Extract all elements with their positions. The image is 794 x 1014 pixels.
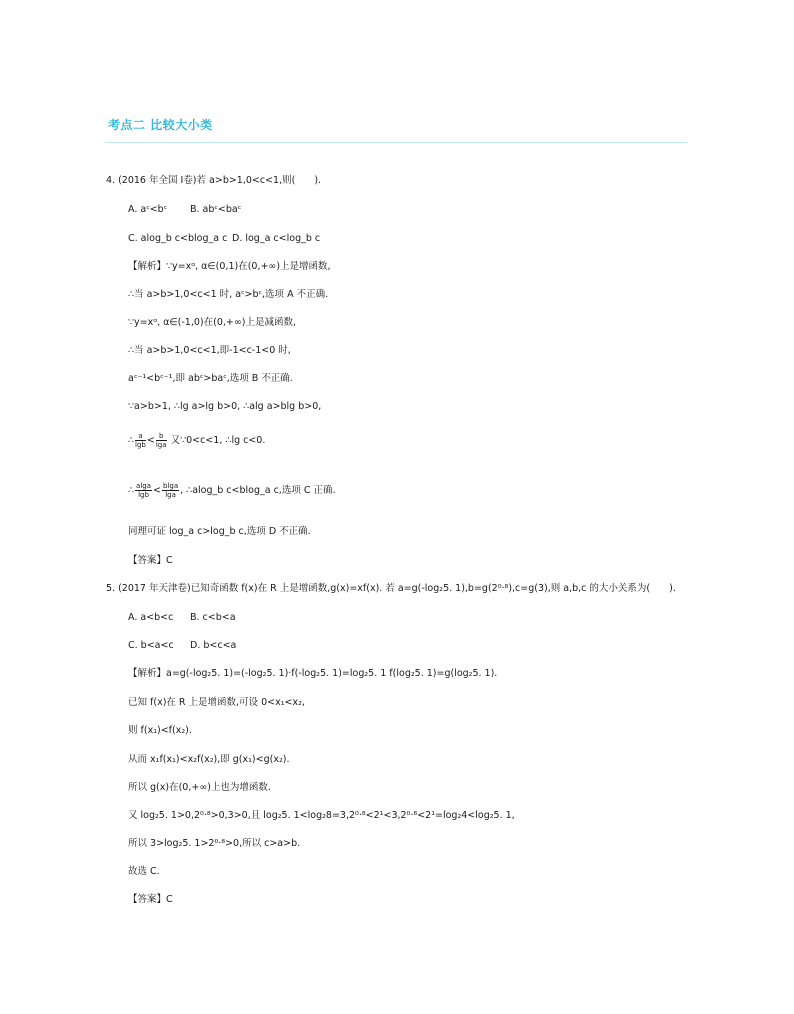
fraction [135,432,146,449]
q4-stem: 4. (2016 年全国 Ⅰ卷)若 a>b>1,0<c<1,则( ). [106,175,322,186]
q4-solution-fraction-line [128,482,336,499]
q4-solution-line: ∵y=xᵅ, α∈(-1,0)在(0,+∞)上是减函数, [128,317,296,328]
q5-stem: 5. (2017 年天津卷)已知奇函数 f(x)在 R 上是增函数,g(x)=xf(x). 若 a=g(-log₂5. 1),b=g(2⁰·⁸),c=g(3),则 a,b,c 的大小关系为( ). [106,583,676,594]
fraction-denominator: lga [155,441,167,449]
fraction-numerator: b [156,432,167,441]
q4-option-c: C. alog_b c<blog_a c [128,233,228,244]
therefore-symbol: ∴ [128,435,135,446]
fraction [135,482,152,499]
fraction-numerator: alga [136,482,152,490]
q5-solution-line: 所以 g(x)在(0,+∞)上也为增函数. [128,782,271,793]
fraction [156,432,167,449]
fraction-denominator: lga [165,491,176,499]
section-title: 考点二 比较大小类 [108,118,213,132]
q4-solution-line: ∵a>b>1, ∴lg a>lg b>0, ∴alg a>blg b>0, [128,401,322,412]
q5-solution-line: 故选 C. [128,866,160,877]
q5-option-c: C. b<a<c [128,640,174,651]
fraction-line-tail: 又∵0<c<1, ∴lg c<0. [170,435,266,446]
q5-solution-line: 【解析】a=g(-log₂5. 1)=(-log₂5. 1)·f(-log₂5. 1)=log₂5. 1 f(log₂5. 1)=g(log₂5. 1). [128,668,498,679]
q5-option-a: A. a<b<c [128,612,174,623]
q5-option-b: B. c<b<a [190,612,236,623]
q4-solution-line: ∴当 a>b>1,0<c<1,即-1<c-1<0 时, [128,345,291,356]
q5-answer: 【答案】C [128,894,173,905]
q5-solution-line: 已知 f(x)在 R 上是增函数,可设 0<x₁<x₂, [128,697,305,708]
fraction-denominator: lgb [135,441,146,449]
q5-option-d: D. b<c<a [190,640,237,651]
q4-solution-line: ∴当 a>b>1,0<c<1 时, aᶜ>bᶜ,选项 A 不正确. [128,289,329,300]
fraction [162,482,179,499]
less-than-symbol: < [153,485,161,496]
q4-option-d: D. log_a c<log_b c [232,233,321,244]
q5-solution-line: 所以 3>log₂5. 1>2⁰·⁸>0,所以 c>a>b. [128,838,301,849]
q4-solution-line: aᶜ⁻¹<bᶜ⁻¹,即 abᶜ>baᶜ,选项 B 不正确. [128,373,293,384]
q4-solution-line: 【解析】∵y=xᵅ, α∈(0,1)在(0,+∞)上是增函数, [128,261,331,272]
fraction-line-tail: , ∴alog_b c<blog_a c,选项 C 正确. [180,485,336,496]
less-than-symbol: < [146,435,155,446]
q4-answer: 【答案】C [128,555,173,566]
q5-solution-line: 从而 x₁f(x₁)<x₂f(x₂),即 g(x₁)<g(x₂). [128,754,290,765]
q4-option-b: B. abᶜ<baᶜ [190,204,242,215]
fraction-denominator: lgb [138,491,149,499]
section-divider [105,142,687,143]
q5-solution-line: 则 f(x₁)<f(x₂). [128,725,192,736]
q5-solution-line: 又 log₂5. 1>0,2⁰·⁸>0,3>0,且 log₂5. 1<log₂8=3,2⁰·⁸<2¹<3,2⁰·⁸<2¹=log₂4<log₂5. 1, [128,810,515,821]
fraction-numerator: a [135,432,146,441]
q4-solution-line: 同理可证 log_a c>log_b c,选项 D 不正确. [128,526,311,537]
q4-solution-fraction-line [128,432,265,449]
therefore-symbol: ∴ [128,485,135,496]
fraction-numerator: blga [162,482,179,490]
q4-option-a: A. aᶜ<bᶜ [128,204,168,215]
